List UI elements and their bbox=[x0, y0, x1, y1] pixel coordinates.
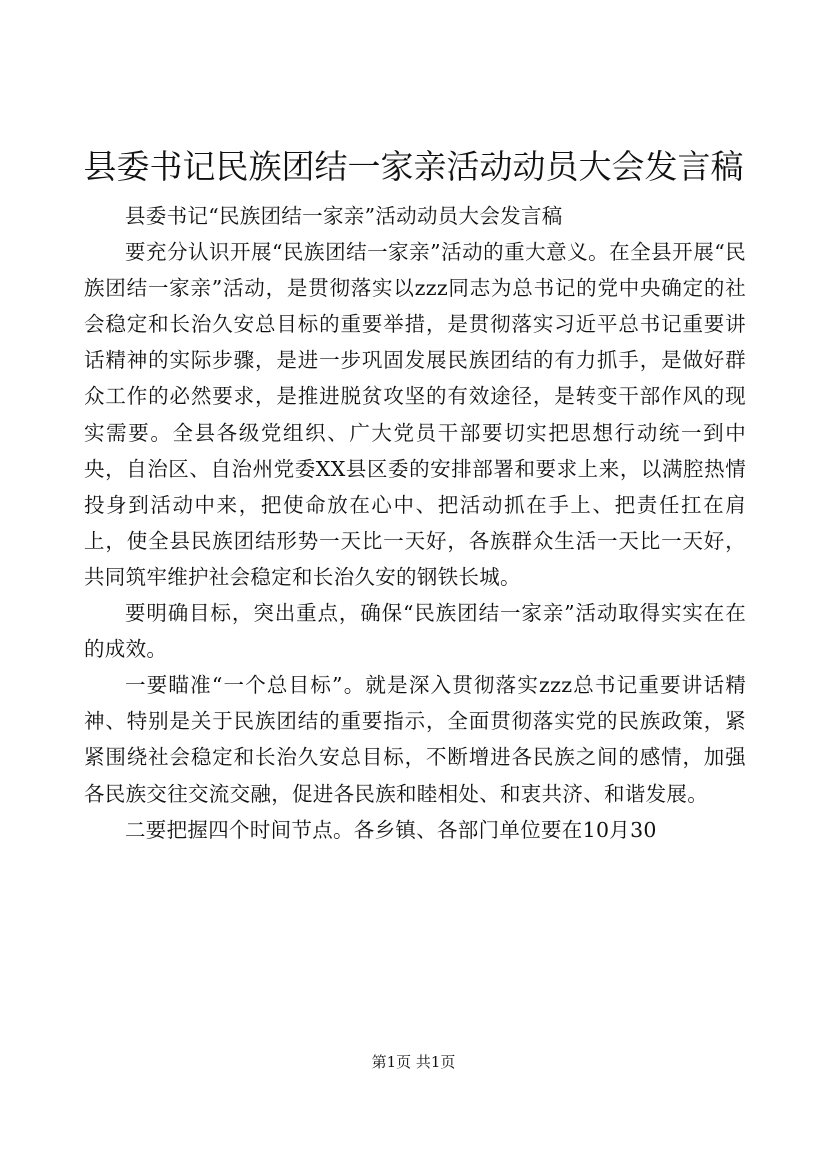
paragraph: 县委书记“民族团结一家亲”活动动员大会发言稿 bbox=[125, 204, 563, 228]
document-title: 县委书记民族团结一家亲活动动员大会发言稿 bbox=[83, 147, 744, 186]
page-footer: 第1页 共1页 bbox=[371, 1053, 456, 1071]
paragraph: 一要瞄准“一个总目标”。就是深入贯彻落实zzz总书记重要讲话精神、特别是关于民族团结的重要指示，全面贯彻落实党的民族政策，紧紧围绕社会稳定和长治久安总目标，不断增进各民族之间的感情，加强各民族交往交流交融，促进各民族和睦相处、和衷共济、和谐发展。 bbox=[84, 673, 746, 806]
paragraph: 要充分认识开展“民族团结一家亲”活动的重大意义。在全县开展“民族团结一家亲”活动，是贯彻落实以zzz同志为总书记的党中央确定的社会稳定和长治久安总目标的重要举措，是贯彻落实习近平总书记重要讲话精神的实际步骤，是进一步巩固发展民族团结的有力抓手，是做好群众工作的必然要求，是推进脱贫攻坚的有效途径，是转变干部作风的现实需要。全县各级党组织、广大党员干部要切实把思想行动统一到中央，自治区、自治州党委XX县区委的安排部署和要求上来，以满腔热情投身到活动中来，把使命放在心中、把活动抓在手上、把责任扛在肩上，使全县民族团结形势一天比一天好，各族群众生活一天比一天好，共同筑牢维护社会稳定和长治久安的钢铁长城。 bbox=[84, 240, 746, 589]
paragraph: 要明确目标，突出重点，确保“民族团结一家亲”活动取得实实在在的成效。 bbox=[84, 601, 746, 662]
document-body bbox=[84, 198, 746, 848]
paragraph: 二要把握四个时间节点。各乡镇、各部门单位要在10月30 bbox=[125, 817, 657, 842]
